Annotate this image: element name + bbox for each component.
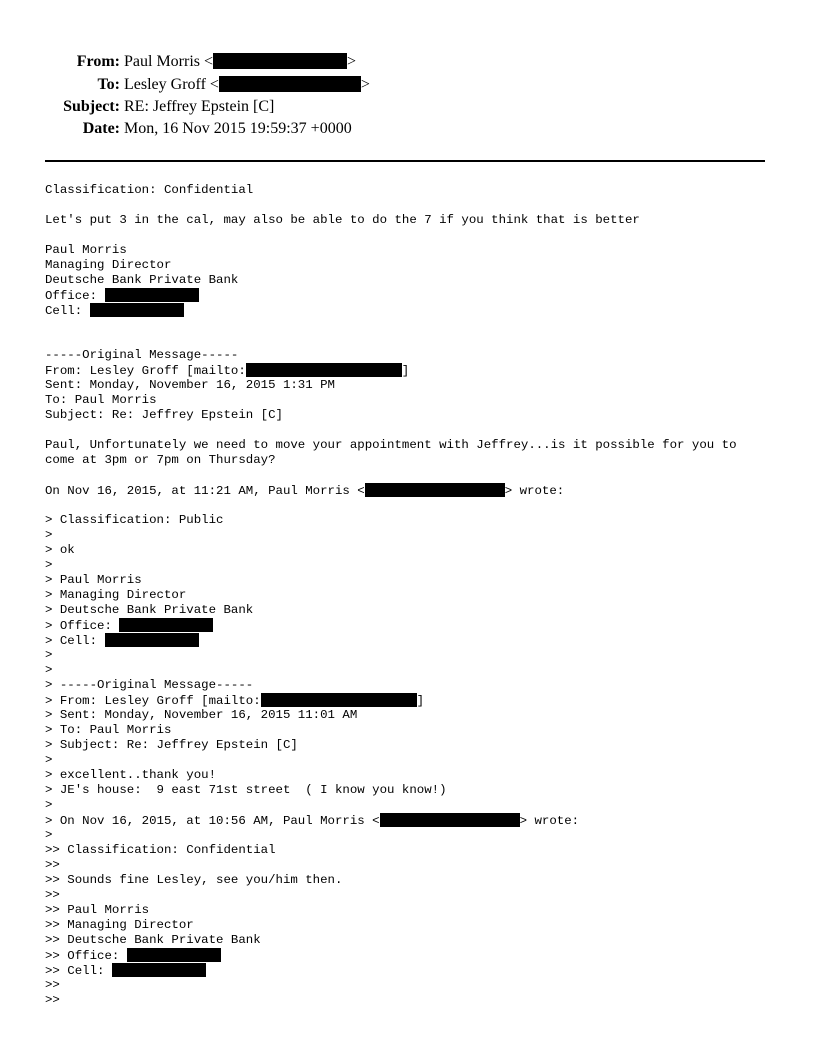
quote-marker: > <box>45 663 53 677</box>
quoted-from-close: ] <box>416 694 425 708</box>
quoted-wrote-line <box>45 813 785 828</box>
to-close: > <box>360 76 370 93</box>
redaction-block <box>246 363 402 377</box>
redaction-block <box>365 483 505 497</box>
redaction-block <box>105 633 199 647</box>
header-divider <box>45 160 765 162</box>
redaction-block <box>127 948 221 962</box>
redaction-block <box>219 76 361 92</box>
double-quoted-signature-title: >> Managing Director <box>45 918 194 932</box>
double-quoted-signature-company: >> Deutsche Bank Private Bank <box>45 933 261 947</box>
original-to: To: Paul Morris <box>45 393 157 407</box>
office-label: >> Office: <box>45 949 127 963</box>
double-quoted-signature-name: >> Paul Morris <box>45 903 150 917</box>
quoted-original-sent: > Sent: Monday, November 16, 2015 11:01 AM <box>45 708 358 722</box>
office-label: Office: <box>45 289 105 303</box>
original-message-marker: -----Original Message----- <box>45 348 239 362</box>
signature-name: Paul Morris <box>45 243 127 257</box>
wrote-suffix: > wrote: <box>519 814 580 828</box>
double-quote-marker: >> <box>45 978 60 992</box>
cell-label: >> Cell: <box>45 964 112 978</box>
redaction-block <box>112 963 206 977</box>
blank-line <box>45 318 785 333</box>
double-quote-marker: >> <box>45 858 60 872</box>
double-quoted-signature-office <box>45 948 785 963</box>
quoted-original-from <box>45 693 785 708</box>
original-from-close: ] <box>401 364 410 378</box>
wrote-prefix: On Nov 16, 2015, at 11:21 AM, Paul Morris < <box>45 484 365 498</box>
double-quoted-signature-cell <box>45 963 785 978</box>
header-to-row <box>0 74 816 96</box>
blank-line <box>45 468 785 483</box>
quoted-signature-cell <box>45 633 785 648</box>
original-from-label: From: Lesley Groff [mailto: <box>45 364 246 378</box>
from-value <box>124 51 356 73</box>
wrote-prefix: > On Nov 16, 2015, at 10:56 AM, Paul Morris < <box>45 814 380 828</box>
original-message-line: Paul, Unfortunately we need to move your appointment with Jeffrey...is it possible for you to <box>45 438 737 452</box>
quoted-from-label: > From: Lesley Groff [mailto: <box>45 694 261 708</box>
redaction-block <box>119 618 213 632</box>
signature-company: Deutsche Bank Private Bank <box>45 273 239 287</box>
from-name: Paul Morris < <box>124 53 214 70</box>
original-sent: Sent: Monday, November 16, 2015 1:31 PM <box>45 378 335 392</box>
blank-line <box>45 498 785 513</box>
subject-label: Subject: <box>63 98 120 115</box>
redaction-block <box>213 53 347 69</box>
quoted-signature-office <box>45 618 785 633</box>
blank-line <box>45 423 785 438</box>
from-label: From: <box>76 53 120 70</box>
quote-marker: > <box>45 558 53 572</box>
wrote-line <box>45 483 785 498</box>
signature-title: Managing Director <box>45 258 172 272</box>
to-name: Lesley Groff < <box>124 76 219 93</box>
to-value <box>124 74 370 96</box>
quote-marker: > <box>45 753 53 767</box>
redaction-block <box>261 693 417 707</box>
quoted-original-to: > To: Paul Morris <box>45 723 172 737</box>
blank-line <box>45 198 785 213</box>
from-close: > <box>347 53 357 70</box>
blank-line <box>45 333 785 348</box>
quoted-excellent: > excellent..thank you! <box>45 768 217 782</box>
redaction-block <box>380 813 520 827</box>
header-from-row <box>0 51 816 73</box>
subject-value: RE: Jeffrey Epstein [C] <box>124 98 275 115</box>
quote-marker: > <box>45 798 53 812</box>
quoted-classification: > Classification: Public <box>45 513 224 527</box>
redaction-block <box>90 303 184 317</box>
double-quote-marker: >> <box>45 993 60 1007</box>
reply-line: Let's put 3 in the cal, may also be able to do the 7 if you think that is better <box>45 213 640 227</box>
wrote-suffix: > wrote: <box>504 484 565 498</box>
double-quote-marker: >> <box>45 888 60 902</box>
email-body <box>45 183 785 1008</box>
office-label: > Office: <box>45 619 120 633</box>
quote-marker: > <box>45 828 53 842</box>
quoted-original-marker: > -----Original Message----- <box>45 678 254 692</box>
blank-line <box>45 228 785 243</box>
original-message-line: come at 3pm or 7pm on Thursday? <box>45 453 276 467</box>
quoted-house-address: > JE's house: 9 east 71st street ( I know you know!) <box>45 783 447 797</box>
double-quoted-sounds-fine: >> Sounds fine Lesley, see you/him then. <box>45 873 343 887</box>
quoted-original-subject: > Subject: Re: Jeffrey Epstein [C] <box>45 738 298 752</box>
header-subject-row <box>0 96 816 118</box>
date-value: Mon, 16 Nov 2015 19:59:37 +0000 <box>124 120 352 137</box>
cell-label: > Cell: <box>45 634 105 648</box>
quote-marker: > <box>45 648 53 662</box>
quoted-signature-title: > Managing Director <box>45 588 187 602</box>
quoted-ok: > ok <box>45 543 75 557</box>
cell-label: Cell: <box>45 304 90 318</box>
original-from <box>45 363 785 378</box>
original-subject: Subject: Re: Jeffrey Epstein [C] <box>45 408 283 422</box>
to-label: To: <box>97 76 120 93</box>
signature-office <box>45 288 785 303</box>
quoted-signature-company: > Deutsche Bank Private Bank <box>45 603 254 617</box>
header-date-row <box>0 118 816 140</box>
quote-marker: > <box>45 528 53 542</box>
signature-cell <box>45 303 785 318</box>
classification-line: Classification: Confidential <box>45 183 254 197</box>
redaction-block <box>105 288 199 302</box>
double-quoted-classification: >> Classification: Confidential <box>45 843 276 857</box>
date-label: Date: <box>82 120 120 137</box>
quoted-signature-name: > Paul Morris <box>45 573 142 587</box>
